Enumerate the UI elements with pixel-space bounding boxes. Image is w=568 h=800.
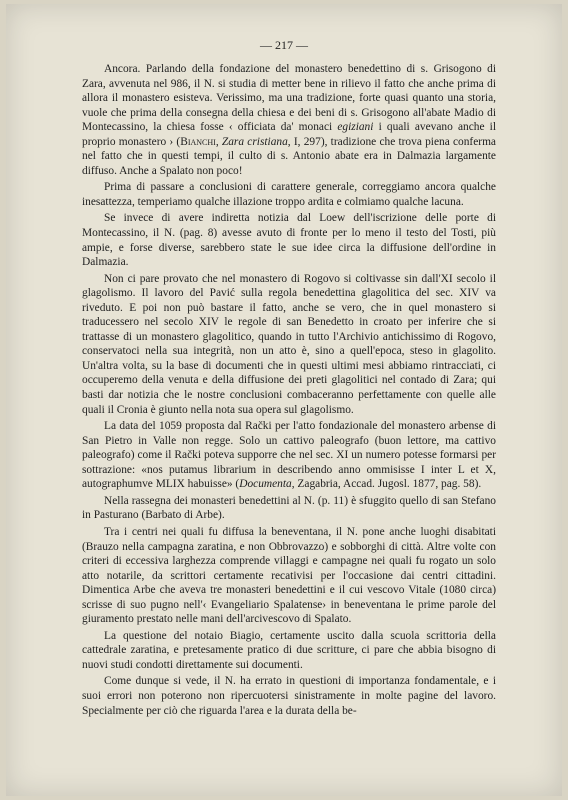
paragraph — [82, 494, 496, 523]
paragraph — [82, 211, 496, 269]
paragraph — [82, 180, 496, 209]
paragraph-text: , Zagabria, Accad. Jugosl. 1877, pag. 58). — [291, 478, 482, 491]
paragraph-text: Nella rassegna dei monasteri benedettini al N. (p. 11) è sfuggito quello di san Stefano in Pasturano (Barbato di Arbe). — [82, 494, 496, 522]
paragraph-text: Non ci pare provato che nel monastero di Rogovo si coltivasse sin dall'XI secolo il glagolismo. Il lavoro del Pavić sulla regola benedettina glagolitica del sec. XIV va riveduto. E poi non può bastare il fatto, anche se vero, che in quel monastero si traducessero nel secolo XIV le regole di san Benedetto in croato per inferire che si trattasse di un monastero glagolitico, quando in tutto l'Archivio antichissimo di Rogovo, conservatoci nella sua integrità, non un atto è, sino a quell'epoca, steso in glagolito. Un'altra volta, su la base di documenti che in questi ultimi mesi abbiamo rintracciati, ci occuperemo della venuta e della diffusione dei preti glagolitici nel contado di Zara; qui basti dar notizia che le nostre conclusioni combaceranno perfettamente con quelle alle quali il Cronia è giunto nella nota sua opera sul glagolismo. — [82, 272, 496, 416]
paragraph — [82, 629, 496, 673]
body-text — [82, 62, 496, 720]
book-page — [6, 4, 562, 796]
paragraph-text: Tra i centri nei quali fu diffusa la beneventana, il N. pone anche luoghi disabitati (Brauzo nella campagna zaratina, e non Obbrovazzo) e sobborghi di città. Altre volte con criteri di eccessiva larghezza comprende villaggi e campagne nei quali fu rogato un solo atto notarile, da scrittori certamente recativisi per l'occasione dai centri cittadini. Dimentica Arbe che aveva tre monasteri benedettini e il cui vescovo Vitale (1080 circa) scrisse di suo pugno nell'‹ Evangeliario Spalatense› in beneventana le prime parole del giuramento prestato nelle mani dell'arcivescovo di Spalato. — [82, 525, 496, 626]
italic-text: Documenta — [239, 478, 292, 491]
paragraph-text: Prima di passare a conclusioni di carattere generale, correggiamo ancora qualche inesattezza, temperiamo qualche illazione troppo ardita e colmiamo qualche lacuna. — [82, 181, 496, 208]
paragraph — [82, 272, 496, 417]
paragraph — [82, 525, 496, 627]
page-number: — 217 — — [260, 38, 308, 52]
paragraph-text: La data del 1059 proposta dal Rački per l'atto fondazionale del monastero arbense di San Pietro in Valle non regge. Solo un cattivo paleografo (buon lettore, ma cattivo paleografo) come il Rački poteva supporre che nel sec. XI un numero potesse formarsi per sottrazione: «nos putamus librarium in describendo anno ommisisse I inter L et X, autographumve MLIX habuisse» ( — [82, 420, 496, 491]
italic-text: egiziani — [337, 121, 374, 134]
paragraph-text: , I, 297), tradizione che trova piena conferma nel fatto che in questi tempi, il culto di s. Antonio abate era in Dalmazia largamente diffuso. Anche a Spalato non poco! — [82, 135, 496, 177]
paragraph — [82, 674, 496, 718]
paragraph-text: Come dunque si vede, il N. ha errato in questioni di importanza fondamentale, e i suoi errori non poterono non ripercuotersi sinistramente in molte pagine del lavoro. Specialmente per ciò che riguarda l'area e la durata della be- — [82, 675, 496, 717]
paragraph — [82, 419, 496, 492]
paragraph — [82, 62, 496, 178]
paragraph-text: La questione del notaio Biagio, certamente uscito dalla scuola scrittoria della cattedrale zaratina, e pretesamente pratico di due scritture, ci pare che abbia bisogno di nuovi studi condotti direttamente sui documenti. — [82, 629, 496, 671]
italic-text: Zara cristiana — [221, 135, 288, 148]
paragraph-text: Bianchi — [180, 135, 216, 148]
paragraph-text: Ancora. Parlando della fondazione del monastero benedettino di s. Grisogono di Zara, avvenuta nel 986, il N. si studia di metter bene in rilievo il fatto che anche prima di allora il monastero esisteva. Verissimo, ma una tradizione, forte quasi quanto una storia, vuole che prima della consegna della chiesa e dei beni di s. Grisogono all'abate Madio di Montecassino, la chiesa fosse ‹ officiata da' monaci — [82, 63, 496, 134]
paragraph-text: , — [215, 135, 222, 148]
paragraph-text: i quali avevano anche il proprio monastero › ( — [82, 121, 496, 148]
paragraph-text: Se invece di avere indiretta notizia dal Loew dell'iscrizione delle porte di Montecassino, il N. (pag. 8) avesse avuto di fronte per lo meno il testo del Tosti, più ampie, e forse diverse, sarebbero state le sue idee circa la diffusione dell'ordine in Dalmazia. — [82, 212, 496, 269]
